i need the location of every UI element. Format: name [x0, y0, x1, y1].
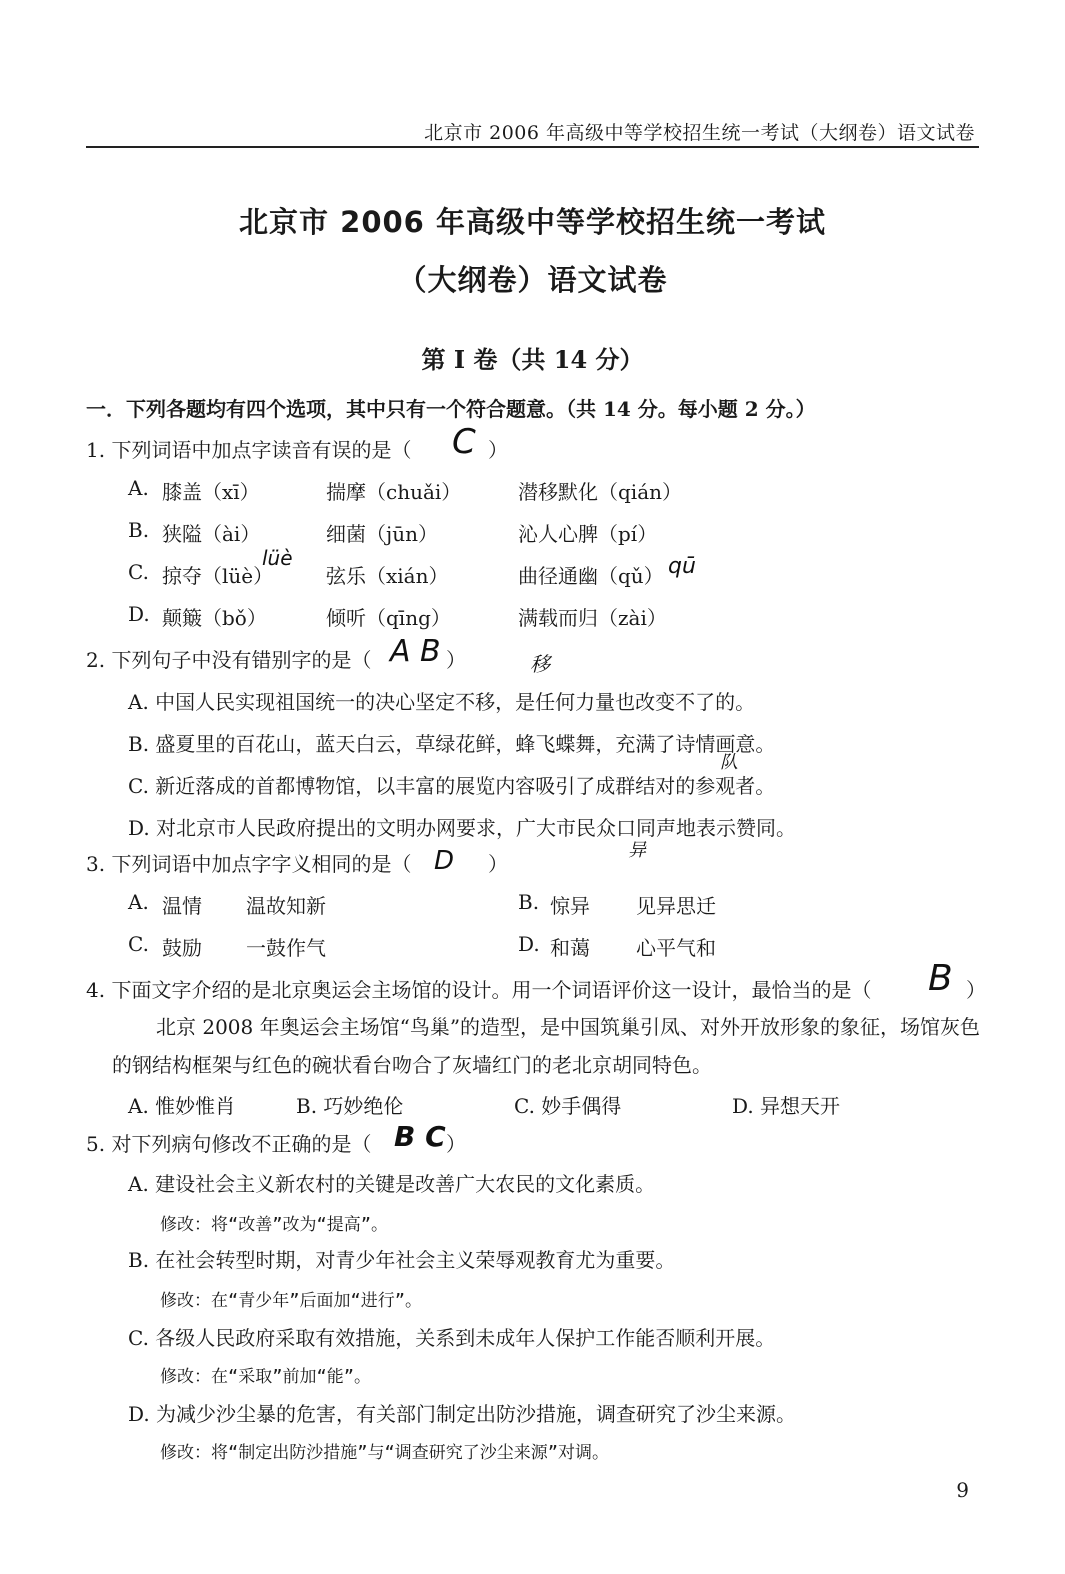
q1-d-c1: 颠簸（bǒ） — [162, 606, 267, 630]
q1-c-c3: 曲径通幽（qǔ） — [518, 564, 664, 588]
q1-d-c2: 倾听（qīng） — [326, 606, 451, 630]
exam-title-line1: 北京市 2006 年高级中等学校招生统一考试 — [239, 205, 826, 239]
q1-b-c2: 细菌（jūn） — [326, 522, 438, 546]
q1-option-label: D. — [128, 602, 150, 626]
q1-c3-handwritten-note: qū — [668, 554, 696, 579]
q5-item-a: A. 建设社会主义新农村的关键是改善广大农民的文化素质。 — [128, 1172, 656, 1196]
q3-a-word1: 温情 — [162, 894, 202, 918]
q4-option-a: A. 惟妙惟肖 — [128, 1094, 236, 1118]
q5-fix-d: 修改：将“制定出防沙措施”与“调查研究了沙尘来源”对调。 — [160, 1443, 609, 1463]
page-number: 9 — [956, 1478, 969, 1502]
q1-c-c2: 弦乐（xián） — [326, 564, 449, 588]
q2-option-c: C. 新近落成的首都博物馆，以丰富的展览内容吸引了成群结对的参观者。 — [128, 774, 776, 798]
question-1-stem-text: 1. 下列词语中加点字读音有误的是（ — [86, 438, 412, 462]
q5-item-d: D. 为减少沙尘暴的危害，有关部门制定出防沙措施，调查研究了沙尘来源。 — [128, 1402, 797, 1426]
q1-option-label: B. — [128, 518, 150, 542]
q3-label-c: C. — [128, 932, 149, 956]
q1-c-handwritten-note: lüè — [262, 546, 293, 570]
question-5-close-paren: ） — [446, 1132, 466, 1156]
q3-label-d: D. — [518, 932, 540, 956]
q3-label-a: A. — [128, 890, 149, 914]
q1-option-label: C. — [128, 560, 149, 584]
question-3-stem: 3. 下列词语中加点字字义相同的是（ — [86, 852, 412, 876]
question-2-stem: 2. 下列句子中没有错别字的是（ — [86, 648, 372, 672]
question-4-stem: 4. 下面文字介绍的是北京奥运会主场馆的设计。用一个词语评价这一设计，最恰当的是（ — [86, 978, 872, 1002]
q1-d-c3: 满载而归（zài） — [518, 606, 667, 630]
question-5-stem: 5. 对下列病句修改不正确的是（ — [86, 1132, 372, 1156]
q3-a-word2: 温故知新 — [246, 894, 326, 918]
question-5-handwritten-answer: B C — [394, 1120, 446, 1153]
exam-title-line2: （大纲卷）语文试卷 — [397, 263, 668, 297]
question-4-close-paren: ） — [966, 978, 986, 1002]
q1-a-c1: 膝盖（xī） — [162, 480, 260, 504]
q1-b-c1: 狭隘（ài） — [162, 522, 261, 546]
q3-c-word1: 鼓励 — [162, 936, 202, 960]
q1-option-label: A. — [128, 476, 149, 500]
question-1-handwritten-answer: C — [452, 422, 476, 462]
question-4-passage — [112, 1008, 982, 1084]
q3-c-word2: 一鼓作气 — [246, 936, 326, 960]
q2-option-d: D. 对北京市人民政府提出的文明办网要求，广大市民众口同声地表示赞同。 — [128, 816, 797, 840]
question-4-handwritten-answer: B — [928, 958, 953, 999]
q4-option-d: D. 异想天开 — [732, 1094, 841, 1118]
q1-a-c2: 揣摩（chuǎi） — [326, 480, 462, 504]
q3-d-word2: 心平气和 — [636, 936, 716, 960]
q5-fix-c: 修改：在“采取”前加“能”。 — [160, 1367, 371, 1387]
q1-b-c3: 沁人心脾（pí） — [518, 522, 658, 546]
question-2-handwritten-answer: A B — [390, 634, 441, 669]
q5-fix-a: 修改：将“改善”改为“提高”。 — [160, 1215, 388, 1235]
q5-item-c: C. 各级人民政府采取有效措施，关系到未成年人保护工作能否顺利开展。 — [128, 1326, 776, 1350]
q3-label-b: B. — [518, 890, 540, 914]
q4-option-c: C. 妙手偶得 — [514, 1094, 622, 1118]
question-1-close-paren: ） — [488, 438, 508, 462]
header-rule — [86, 146, 979, 148]
question-4-passage-text: 北京 2008 年奥运会主场馆“鸟巢”的造型，是中国筑巢引凤、对外开放形象的象征，场馆灰色的钢结构框架与红色的碗状看台吻合了灰墙红门的老北京胡同特色。 — [112, 1015, 981, 1077]
question-1-stem — [86, 434, 411, 463]
running-header: 北京市 2006 年高级中等学校招生统一考试（大纲卷）语文试卷 — [424, 122, 975, 144]
q3-b-word2: 见异思迁 — [636, 894, 716, 918]
question-2-close-paren: ） — [446, 648, 466, 672]
q5-fix-b: 修改：在“青少年”后面加“进行”。 — [160, 1291, 422, 1311]
section-heading: 第 I 卷（共 14 分） — [421, 345, 644, 374]
q2-c-handwritten-note: 队 — [720, 752, 738, 773]
q2-a-handwritten-note: 移 — [530, 652, 550, 676]
q2-d-handwritten-note: 异 — [628, 840, 646, 861]
question-3-close-paren: ） — [488, 852, 508, 876]
q4-option-b: B. 巧妙绝伦 — [296, 1094, 404, 1118]
part-heading: 一．下列各题均有四个选项，其中只有一个符合题意。（共 14 分。每小题 2 分。） — [86, 397, 816, 421]
q3-d-word1: 和蔼 — [550, 936, 590, 960]
q2-option-a: A. 中国人民实现祖国统一的决心坚定不移，是任何力量也改变不了的。 — [128, 690, 756, 714]
q3-b-word1: 惊异 — [550, 894, 590, 918]
q1-c-c1: 掠夺（lüè） — [162, 564, 274, 588]
q1-a-c3: 潜移默化（qián） — [518, 480, 683, 504]
question-3-handwritten-answer: D — [434, 846, 455, 876]
q5-item-b: B. 在社会转型时期，对青少年社会主义荣辱观教育尤为重要。 — [128, 1248, 676, 1272]
q2-option-b: B. 盛夏里的百花山，蓝天白云，草绿花鲜，蜂飞蝶舞，充满了诗情画意。 — [128, 732, 776, 756]
